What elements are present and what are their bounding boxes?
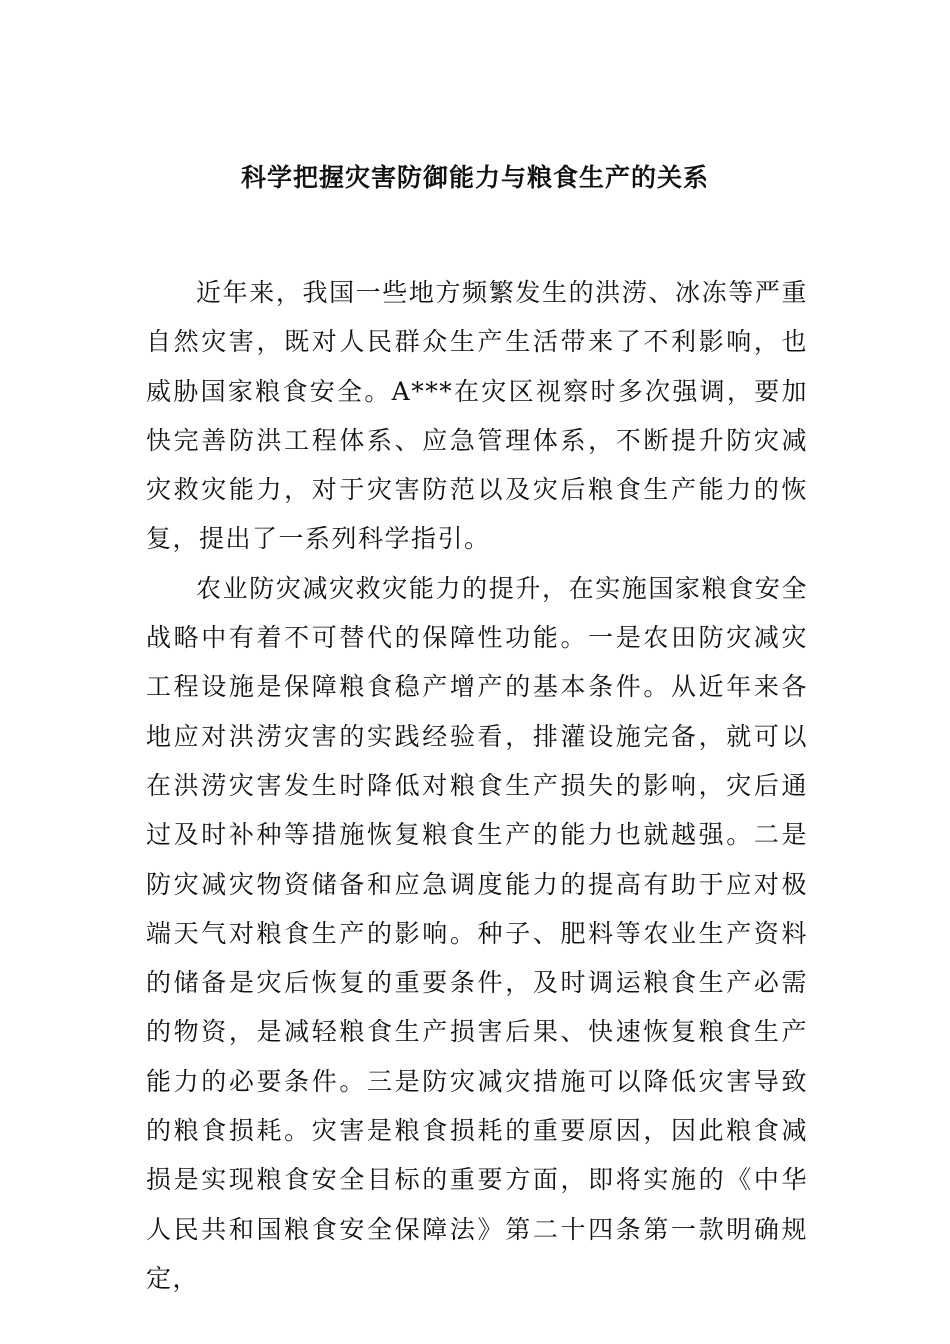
paragraph-2: 农业防灾减灾救灾能力的提升，在实施国家粮食安全战略中有着不可替代的保障性功能。一是农田防灾减灾工程设施是保障粮食稳产增产的基本条件。从近年来各地应对洪涝灾害的实践经验看，排灌设施完备，就可以在洪涝灾害发生时降低对粮食生产损失的影响，灾后通过及时补种等措施恢复粮食生产的能力也就越强。二是防灾减灾物资储备和应急调度能力的提高有助于应对极端天气对粮食生产的影响。种子、肥料等农业生产资料的储备是灾后恢复的重要条件，及时调运粮食生产必需的物资，是减轻粮食生产损害后果、快速恢复粮食生产能力的必要条件。三是防灾减灾措施可以降低灾害导致的粮食损耗。灾害是粮食损耗的重要原因，因此粮食减损是实现粮食安全目标的重要方面，即将实施的《中华人民共和国粮食安全保障法》第二十四条第一款明确规定，	[146, 573, 808, 1293]
document-body	[146, 268, 808, 1303]
document-title: 科学把握灾害防御能力与粮食生产的关系	[240, 163, 709, 192]
paragraph-1: 近年来，我国一些地方频繁发生的洪涝、冰冻等严重自然灾害，既对人民群众生产生活带来了不利影响，也威胁国家粮食安全。A***在灾区视察时多次强调，要加快完善防洪工程体系、应急管理体系，不断提升防灾减灾救灾能力，对于灾害防范以及灾后粮食生产能力的恢复，提出了一系列科学指引。	[146, 278, 808, 554]
